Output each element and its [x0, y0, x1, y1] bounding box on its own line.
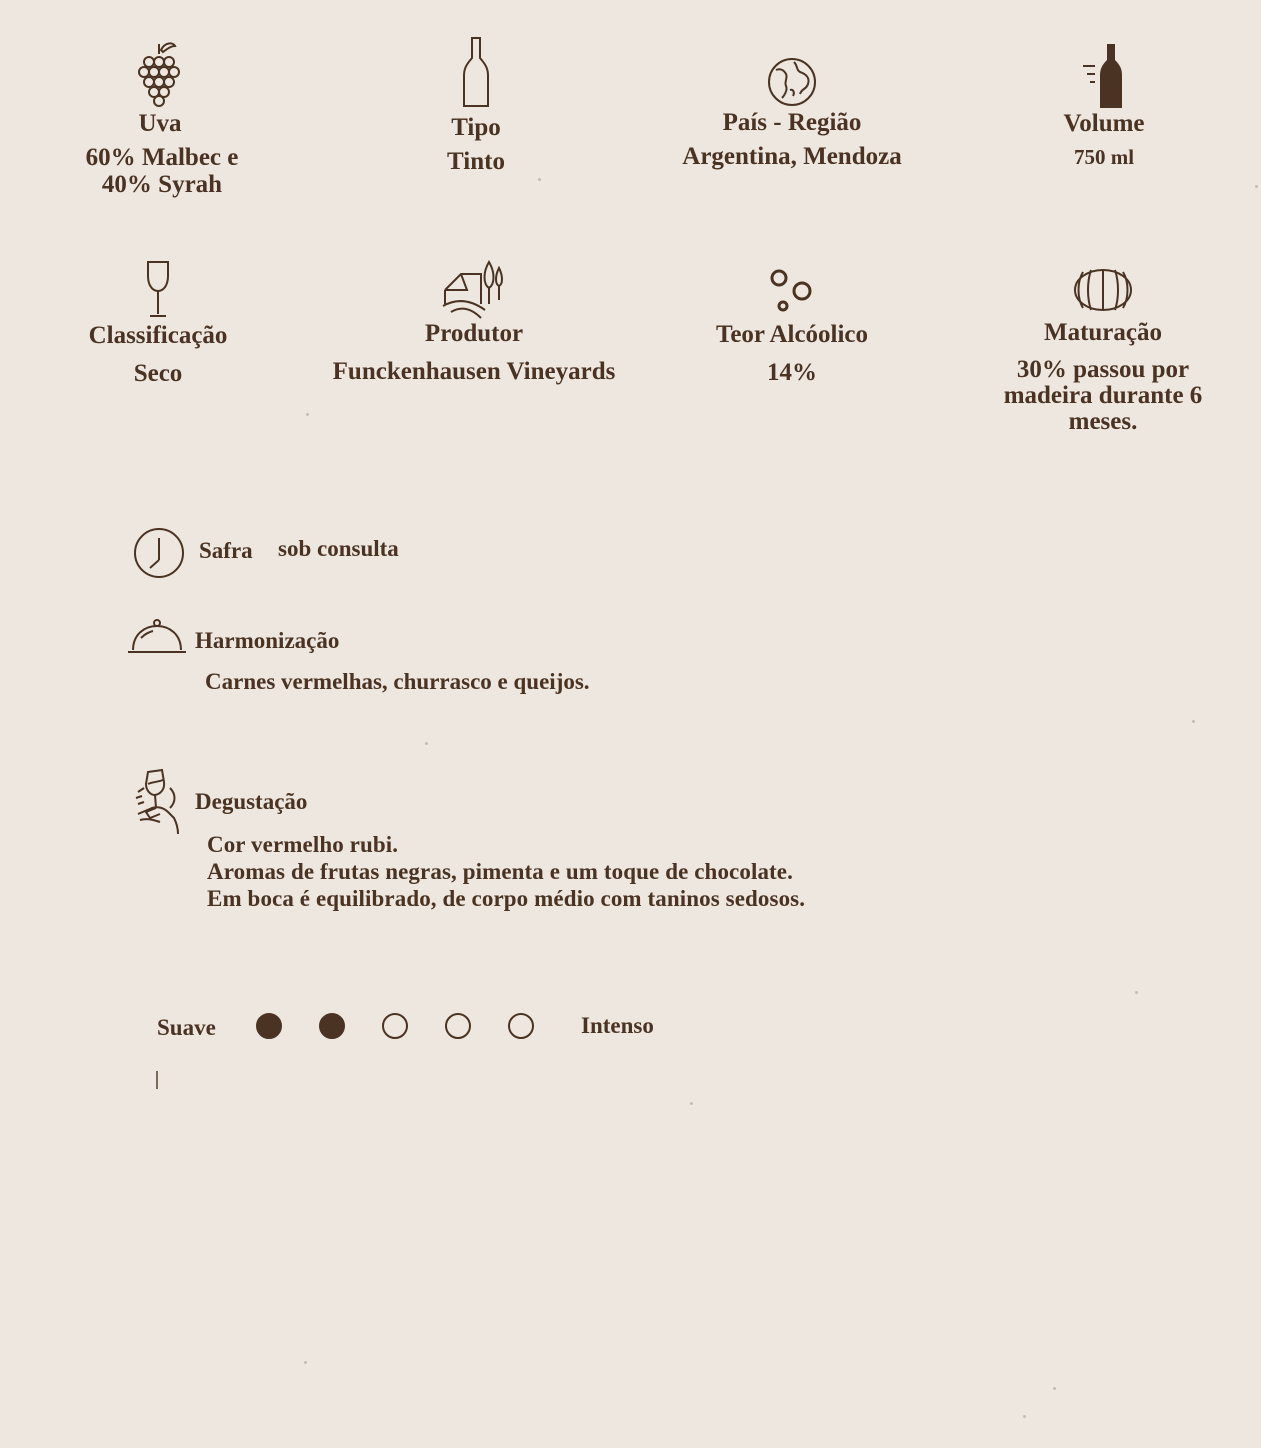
- paper-speck: [1053, 1387, 1056, 1390]
- intensity-dot-filled: [256, 1013, 282, 1039]
- clock-icon: [132, 526, 186, 580]
- intensity-max-label: Intenso: [581, 1013, 654, 1038]
- harmonizacao-text: Carnes vermelhas, churrasco e queijos.: [205, 669, 590, 694]
- degustacao-text: [207, 831, 805, 912]
- intensity-min-label: Suave: [157, 1015, 216, 1040]
- paper-speck: [1192, 720, 1195, 723]
- spec-label: Uva: [138, 110, 182, 137]
- wine-glass-icon: [143, 260, 173, 320]
- paper-speck: [306, 413, 309, 416]
- spec-label: Maturação: [1043, 319, 1163, 346]
- spec-teor-alcoolico: [632, 268, 952, 386]
- bottle-outline-icon: [461, 36, 491, 110]
- spec-label: Classificação: [88, 322, 228, 349]
- spec-label: Teor Alcóolico: [715, 321, 869, 348]
- spec-maturacao: [943, 268, 1261, 435]
- intensity-dot-empty: [382, 1013, 408, 1039]
- spec-value: Funckenhausen Vineyards: [332, 358, 616, 385]
- spec-value: Tinto: [447, 148, 505, 175]
- spec-volume: [944, 42, 1261, 171]
- intensity-dot-empty: [508, 1013, 534, 1039]
- paper-speck: [1023, 1415, 1026, 1418]
- degustacao-title: Degustação: [195, 789, 308, 814]
- paper-speck: [425, 742, 428, 745]
- globe-icon: [766, 56, 818, 108]
- spec-value: 60% Malbec e 40% Syrah: [85, 144, 239, 198]
- safra-value: sob consulta: [278, 536, 399, 561]
- spec-value: Seco: [133, 360, 183, 387]
- bottle-volume-icon: [1081, 42, 1127, 110]
- bubbles-icon: [768, 268, 816, 314]
- spec-classificacao: [0, 260, 318, 387]
- tasting-hand-icon: [134, 768, 182, 836]
- paper-speck: [1135, 991, 1138, 994]
- degustacao-line: Cor vermelho rubi.: [207, 832, 399, 857]
- spec-uva: [0, 40, 320, 198]
- spec-value: 750 ml: [1073, 145, 1135, 169]
- intensity-dot-filled: [319, 1013, 345, 1039]
- spec-label: País - Região: [722, 109, 862, 136]
- spec-value: 14%: [767, 359, 817, 386]
- spec-produtor: [314, 260, 634, 385]
- degustacao-line: Aromas de frutas negras, pimenta e um toque de chocolate.: [207, 859, 793, 884]
- barrel-icon: [1073, 268, 1133, 312]
- text-cursor-mark: [156, 1071, 158, 1089]
- spec-label: Tipo: [451, 114, 501, 141]
- spec-label: Produtor: [424, 320, 524, 347]
- spec-label: Volume: [1063, 110, 1145, 137]
- degustacao-line: Em boca é equilibrado, de corpo médio com taninos sedosos.: [207, 886, 806, 911]
- vineyard-icon: [441, 260, 507, 320]
- spec-value: Argentina, Mendoza: [682, 143, 902, 170]
- paper-speck: [1255, 185, 1258, 188]
- paper-speck: [538, 178, 541, 181]
- spec-value: 30% passou por madeira durante 6 meses.: [1003, 356, 1203, 435]
- cloche-icon: [127, 618, 187, 656]
- paper-speck: [690, 1102, 693, 1105]
- harmonizacao-title: Harmonização: [195, 628, 340, 653]
- spec-pais-regiao: [632, 56, 952, 170]
- paper-speck: [304, 1361, 307, 1364]
- safra-label: Safra: [199, 538, 253, 563]
- intensity-dot-empty: [445, 1013, 471, 1039]
- spec-tipo: [316, 36, 636, 175]
- grapes-icon: [135, 40, 185, 110]
